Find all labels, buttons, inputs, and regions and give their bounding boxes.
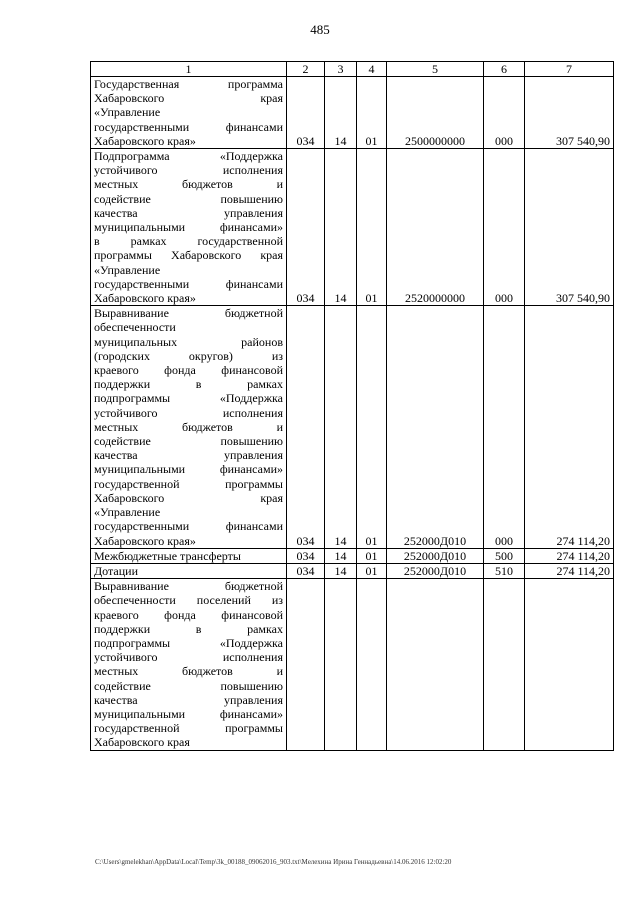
expense-type-cell: 000 bbox=[484, 149, 525, 306]
row-name-line: содействие повышению bbox=[94, 434, 283, 449]
row-name-line: обеспеченности поселений из bbox=[94, 593, 283, 608]
row-name-cell bbox=[91, 306, 287, 548]
row-name-line: Государственная программа bbox=[94, 77, 283, 91]
table-row bbox=[91, 306, 614, 548]
row-name-line: (городских округов) из bbox=[94, 348, 283, 363]
row-name-line: Выравнивание бюджетной bbox=[94, 306, 283, 321]
row-name-line: подпрограммы «Поддержка bbox=[94, 391, 283, 406]
expense-type-cell: 000 bbox=[484, 306, 525, 548]
subsection-cell: 01 bbox=[357, 77, 387, 149]
row-name-line: государственной программы bbox=[94, 476, 283, 491]
row-name-line: содействие повышению bbox=[94, 191, 283, 206]
ministry-code-cell: 034 bbox=[287, 77, 325, 149]
target-article-cell: 252000Д010 bbox=[387, 548, 484, 563]
row-name-line: «Управление bbox=[94, 505, 161, 520]
row-name-line: Выравнивание бюджетной bbox=[94, 579, 283, 594]
subsection-cell bbox=[357, 579, 387, 750]
table-row bbox=[91, 149, 614, 306]
row-name-line: обеспеченности bbox=[94, 320, 176, 335]
row-name-line: государственной программы bbox=[94, 721, 283, 736]
expense-type-cell: 500 bbox=[484, 548, 525, 563]
header-col-2: 2 bbox=[287, 62, 325, 77]
row-name-line: Межбюджетные трансферты bbox=[94, 548, 241, 563]
row-name-line: Хабаровского края bbox=[94, 91, 283, 106]
row-name-line: местных бюджетов и bbox=[94, 419, 283, 434]
amount-cell: 307 540,90 bbox=[525, 149, 614, 306]
row-name-line: Хабаровского края» bbox=[94, 291, 196, 306]
row-name-line: муниципальных районов bbox=[94, 334, 283, 349]
row-name-line: «Управление bbox=[94, 105, 161, 120]
budget-table bbox=[90, 61, 614, 751]
section-cell bbox=[325, 579, 357, 750]
row-name-line: Хабаровского края bbox=[94, 735, 190, 750]
row-name-line: устойчивого исполнения bbox=[94, 405, 283, 420]
row-name-line: подпрограммы «Поддержка bbox=[94, 635, 283, 650]
amount-cell bbox=[525, 579, 614, 750]
row-name-line: устойчивого исполнения bbox=[94, 163, 283, 178]
row-name-line: поддержки в рамках bbox=[94, 621, 283, 636]
table-row bbox=[91, 563, 614, 578]
row-name-line: муниципальными финансами» bbox=[94, 462, 283, 477]
row-name-line: устойчивого исполнения bbox=[94, 650, 283, 665]
footer-path: C:\Users\gmelekhan\AppData\Local\Temp\3k_00188_09062016_903.txt\Мелехина Ирина Геннадьевна\14.06.2016 12:02:20 bbox=[95, 858, 452, 866]
subsection-cell: 01 bbox=[357, 548, 387, 563]
section-cell: 14 bbox=[325, 149, 357, 306]
row-name-line: программы Хабаровского края bbox=[94, 248, 283, 263]
row-name-cell bbox=[91, 563, 287, 578]
section-cell: 14 bbox=[325, 548, 357, 563]
subsection-cell: 01 bbox=[357, 306, 387, 548]
expense-type-cell: 510 bbox=[484, 563, 525, 578]
ministry-code-cell: 034 bbox=[287, 563, 325, 578]
expense-type-cell bbox=[484, 579, 525, 750]
header-col-4: 4 bbox=[357, 62, 387, 77]
page-number: 485 bbox=[310, 22, 330, 37]
row-name-line: муниципальными финансами» bbox=[94, 706, 283, 721]
row-name-line: поддержки в рамках bbox=[94, 377, 283, 392]
row-name-line: в рамках государственной bbox=[94, 234, 283, 249]
subsection-cell: 01 bbox=[357, 149, 387, 306]
section-cell: 14 bbox=[325, 306, 357, 548]
target-article-cell: 252000Д010 bbox=[387, 563, 484, 578]
table-row bbox=[91, 548, 614, 563]
subsection-cell: 01 bbox=[357, 563, 387, 578]
row-name-cell bbox=[91, 579, 287, 750]
header-col-6: 6 bbox=[484, 62, 525, 77]
ministry-code-cell: 034 bbox=[287, 548, 325, 563]
table-row bbox=[91, 579, 614, 750]
row-name-line: краевого фонда финансовой bbox=[94, 607, 283, 622]
ministry-code-cell: 034 bbox=[287, 149, 325, 306]
row-name-line: Хабаровского края» bbox=[94, 533, 196, 548]
target-article-cell: 2520000000 bbox=[387, 149, 484, 306]
row-name-line: местных бюджетов и bbox=[94, 177, 283, 192]
expense-type-cell: 000 bbox=[484, 77, 525, 149]
target-article-cell: 252000Д010 bbox=[387, 306, 484, 548]
row-name-line: Хабаровского края» bbox=[94, 133, 196, 148]
row-name-line: местных бюджетов и bbox=[94, 664, 283, 679]
row-name-line: Дотации bbox=[94, 563, 139, 578]
row-name-line: содействие повышению bbox=[94, 678, 283, 693]
row-name-cell bbox=[91, 548, 287, 563]
row-name-line: качества управления bbox=[94, 205, 283, 220]
row-name-line: Подпрограмма «Поддержка bbox=[94, 149, 283, 164]
row-name-line: муниципальными финансами» bbox=[94, 220, 283, 235]
row-name-line: качества управления bbox=[94, 692, 283, 707]
header-row bbox=[91, 62, 614, 77]
row-name-line: государственными финансами bbox=[94, 519, 283, 534]
table-body bbox=[91, 77, 614, 751]
row-name-cell bbox=[91, 77, 287, 149]
row-name-line: «Управление bbox=[94, 262, 161, 277]
table-row bbox=[91, 77, 614, 149]
ministry-code-cell bbox=[287, 579, 325, 750]
row-name-cell bbox=[91, 149, 287, 306]
section-cell: 14 bbox=[325, 77, 357, 149]
amount-cell: 274 114,20 bbox=[525, 548, 614, 563]
row-name-line: государственными финансами bbox=[94, 119, 283, 134]
section-cell: 14 bbox=[325, 563, 357, 578]
row-name-line: государственными финансами bbox=[94, 276, 283, 291]
target-article-cell: 2500000000 bbox=[387, 77, 484, 149]
amount-cell: 274 114,20 bbox=[525, 563, 614, 578]
row-name-line: качества управления bbox=[94, 448, 283, 463]
header-col-7: 7 bbox=[525, 62, 614, 77]
header-col-5: 5 bbox=[387, 62, 484, 77]
amount-cell: 274 114,20 bbox=[525, 306, 614, 548]
target-article-cell bbox=[387, 579, 484, 750]
header-col-3: 3 bbox=[325, 62, 357, 77]
header-col-1: 1 bbox=[91, 62, 287, 77]
ministry-code-cell: 034 bbox=[287, 306, 325, 548]
amount-cell: 307 540,90 bbox=[525, 77, 614, 149]
row-name-line: Хабаровского края bbox=[94, 490, 283, 505]
row-name-line: краевого фонда финансовой bbox=[94, 363, 283, 378]
